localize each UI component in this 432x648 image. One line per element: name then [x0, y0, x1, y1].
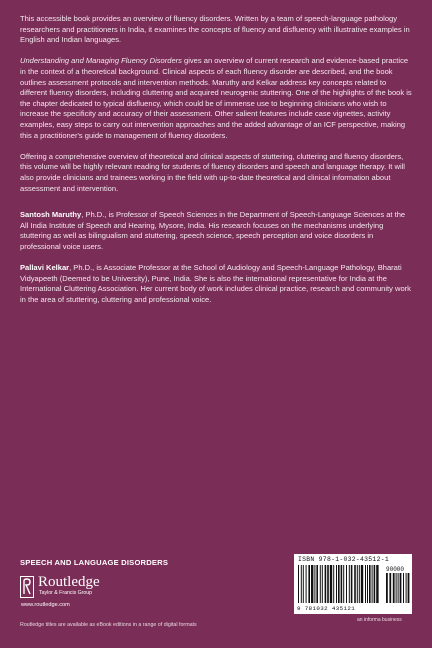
isbn-digits: 9 781032 435121 [297, 605, 356, 612]
intro-paragraph: This accessible book provides an overview of fluency disorders. Written by a team of speech-language pathology researchers and practitioners in India, it examines the concepts of fluency and disfluency with illustrative examples in English and Indian languages. [20, 14, 410, 45]
author-bio-maruthy: Santosh Maruthy, Ph.D., is Professor of Speech Sciences in the Department of Speech-Language Sciences at the All India Institute of Speech and Hearing, Mysore, India. His research focuses on the mechanisms underlying stuttering as well as bilingualism and stuttering, speech science, speech perception and voice disorders in professional voice users. [20, 210, 406, 251]
book-title-italic: Understanding and Managing Fluency Disorders [20, 56, 182, 66]
publisher-group: Taylor & Francis Group [39, 590, 93, 596]
informa-note: an informa business [357, 617, 402, 623]
back-cover-text [20, 14, 412, 316]
series-title: SPEECH AND LANGUAGE DISORDERS [20, 558, 169, 567]
publisher-logo [20, 574, 200, 614]
isbn-barcode [294, 554, 412, 614]
publisher-name: Routledge [38, 574, 100, 590]
ebook-note: Routledge titles are available as eBook editions in a range of digital formats [20, 622, 197, 628]
summary-paragraph: Offering a comprehensive overview of theoretical and clinical aspects of stuttering, cluttering and fluency disorders, this volume will be highly relevant reading for students of fluency disorders and speech and language therapy. It will also provide clinicians and trainees working in the field with up-to-date theoretical and clinical information about assessment and intervention. [20, 151, 405, 193]
isbn-addon: 90000 [386, 566, 405, 573]
author-bio-kelkar: Pallavi Kelkar, Ph.D., is Associate Professor at the School of Audiology and Speech-Language Pathology, Bharati Vidyapeeth (Deemed to be University), Pune, India. She is also the international representative for India at the International Cluttering Association. Her current body of work includes clinical practice, research and community work in the area of stuttering, cluttering and professional voice. [20, 263, 411, 304]
overview-paragraph: Understanding and Managing Fluency Disorders gives an overview of current research and evidence-based practice in the context of a theoretical background. Clinical aspects of each fluency disorder are described, and the book outlines assessment protocols and intervention methods. Maruthy and Kelkar address key concepts related to different fluency disorders, including cluttering and acquired neurogenic stuttering. One of the highlights of the book is the chapter dedicated to typical disfluency, which could be of immense use to beginning clinicians who wish to increase the specificity and accuracy of their assessment. Other salient features include case vignettes, activity examples, easy steps to carry out intervention approaches and the added advantage of an ICF perspective, making this a practitioner's guide to management of fluency disorders. [20, 56, 412, 140]
author-name: Pallavi Kelkar [20, 263, 70, 273]
routledge-emblem-icon [20, 576, 34, 598]
barcode-bars-icon [296, 565, 410, 605]
author-bios [20, 210, 412, 305]
author-name: Santosh Maruthy [20, 210, 82, 220]
isbn-label: ISBN 978-1-032-43512-1 [298, 556, 389, 563]
publisher-url: www.routledge.com [21, 602, 70, 608]
